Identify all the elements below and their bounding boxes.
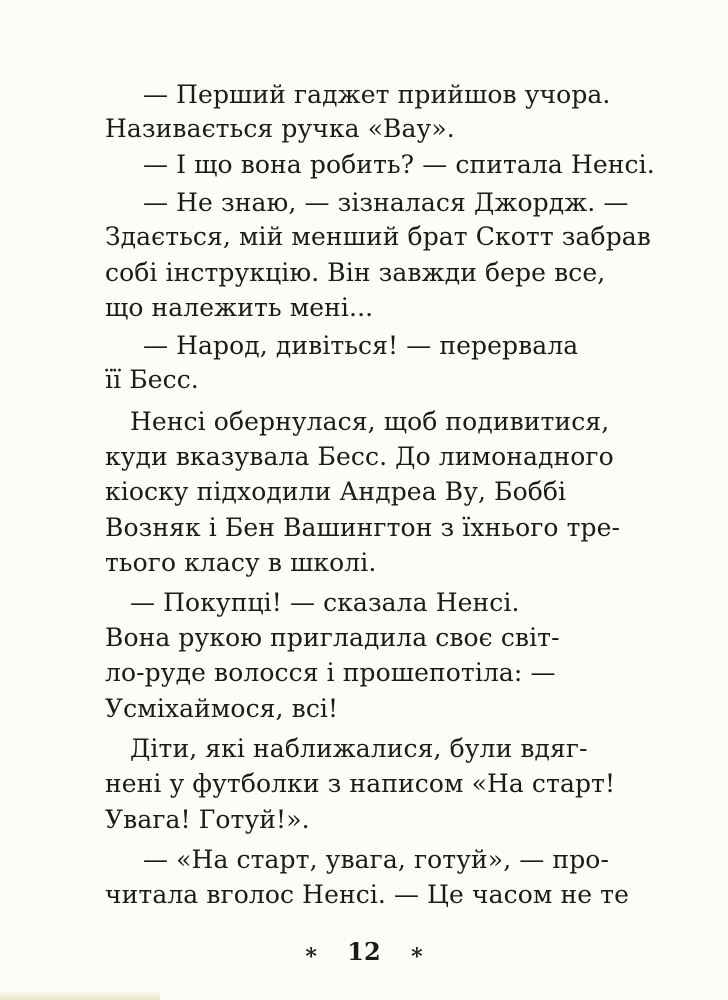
text-line-11: куди вказувала Бесс. До лимонадного — [105, 442, 614, 471]
page-footer — [0, 935, 728, 974]
text-line-8: — Народ, дивіться! — перервала — [143, 331, 579, 360]
text-line-12: кіоску підходили Андреа Ву, Боббі — [105, 477, 567, 506]
text-line-3: — І що вона робить? — спитала Ненсі. — [143, 150, 655, 179]
text-line-7: що належить мені... — [105, 293, 374, 322]
text-line-13: Возняк і Бен Вашингтон з їхнього тре- — [105, 513, 621, 542]
text-line-20: нені у футболки з написом «На старт! — [105, 769, 616, 798]
text-line-18: Усміхаймося, всі! — [105, 694, 339, 723]
text-line-23: читала вголос Ненсі. — Це часом не те — [105, 880, 630, 909]
text-line-4: — Не знаю, — зізналася Джордж. — — [143, 188, 629, 217]
text-line-5: Здається, мій менший брат Скотт забрав — [105, 222, 651, 251]
text-line-10: Ненсі обернулася, щоб подивитися, — [130, 407, 610, 436]
ornament-star-right: * — [411, 944, 423, 970]
text-line-1: — Перший гаджет прийшов учора. — [143, 80, 611, 109]
text-line-6: собі інструкцію. Він завжди бере все, — [105, 258, 606, 287]
ornament-star-left: * — [305, 944, 317, 970]
text-line-21: Увага! Готуй!». — [105, 805, 310, 834]
text-line-19: Діти, які наближалися, були вдяг- — [130, 734, 588, 763]
text-line-14: тього класу в школі. — [105, 548, 377, 577]
text-line-15: — Покупці! — сказала Ненсі. — [130, 588, 520, 617]
paper-stain — [0, 990, 160, 1000]
text-line-22: — «На старт, увага, готуй», — про- — [143, 845, 609, 874]
text-line-17: ло-руде волосся і прошепотіла: — — [105, 658, 556, 687]
text-line-9: її Бесс. — [105, 365, 199, 394]
page-number: 12 — [347, 937, 381, 966]
text-line-16: Вона рукою пригладила своє світ- — [105, 623, 560, 652]
text-line-2: Називається ручка «Вау». — [105, 114, 455, 143]
